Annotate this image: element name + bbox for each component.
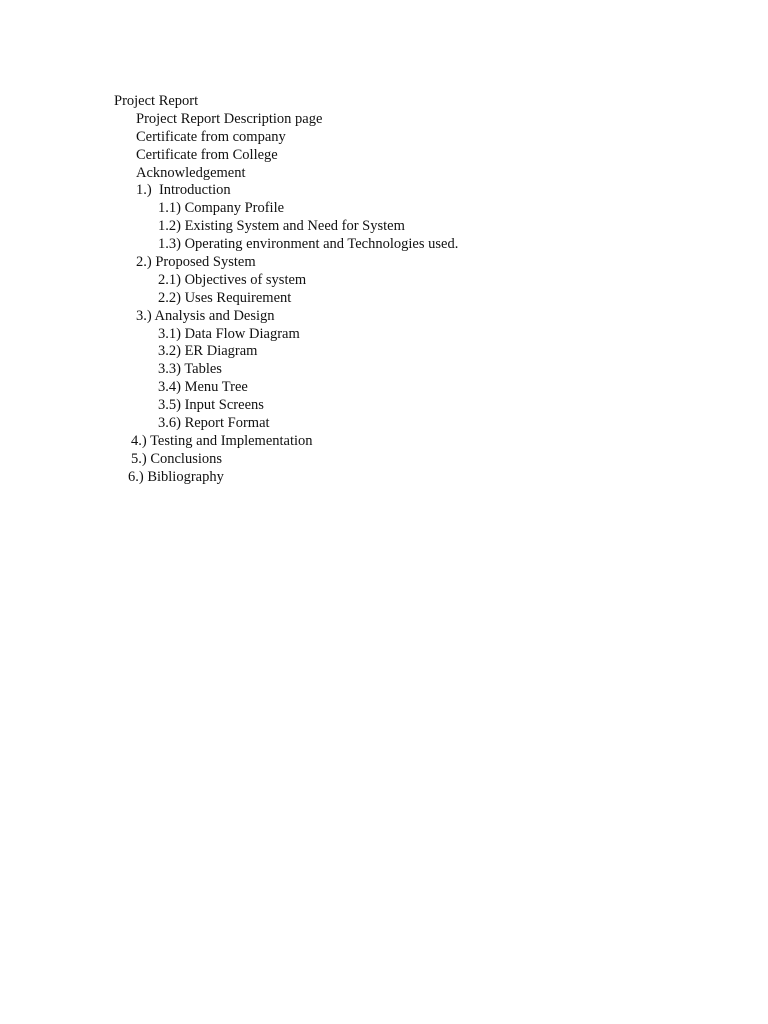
toc-subitem-er-diagram: 3.2) ER Diagram	[158, 343, 258, 360]
toc-subitem-input-screens: 3.5) Input Screens	[158, 397, 264, 414]
toc-item-testing-implementation: 4.) Testing and Implementation	[131, 432, 313, 449]
toc-subitem-uses-requirement: 2.2) Uses Requirement	[158, 289, 292, 306]
toc-item-certificate-college: Certificate from College	[136, 146, 278, 163]
toc-subitem-existing-system: 1.2) Existing System and Need for System	[158, 218, 405, 235]
toc-subitem-data-flow-diagram: 3.1) Data Flow Diagram	[158, 325, 300, 342]
toc-item-conclusions: 5.) Conclusions	[131, 450, 223, 467]
toc-subitem-report-format: 3.6) Report Format	[158, 415, 270, 432]
toc-title: Project Report	[114, 93, 199, 109]
toc-subitem-objectives: 2.1) Objectives of system	[158, 271, 307, 288]
toc-subitem-menu-tree: 3.4) Menu Tree	[158, 379, 248, 396]
toc-subitem-company-profile: 1.1) Company Profile	[158, 200, 285, 217]
toc-item-analysis-design: 3.) Analysis and Design	[136, 307, 275, 324]
toc-item-certificate-company: Certificate from company	[136, 128, 286, 145]
toc-item-acknowledgement: Acknowledgement	[136, 164, 246, 181]
toc-item-description-page: Project Report Description page	[136, 110, 323, 127]
toc-subitem-operating-environment: 1.3) Operating environment and Technologies used.	[158, 236, 459, 253]
table-of-contents	[0, 93, 768, 487]
toc-subitem-tables: 3.3) Tables	[158, 361, 222, 378]
toc-item-proposed-system: 2.) Proposed System	[136, 254, 256, 271]
toc-item-introduction: 1.) Introduction	[136, 182, 231, 199]
toc-item-bibliography: 6.) Bibliography	[128, 468, 224, 485]
